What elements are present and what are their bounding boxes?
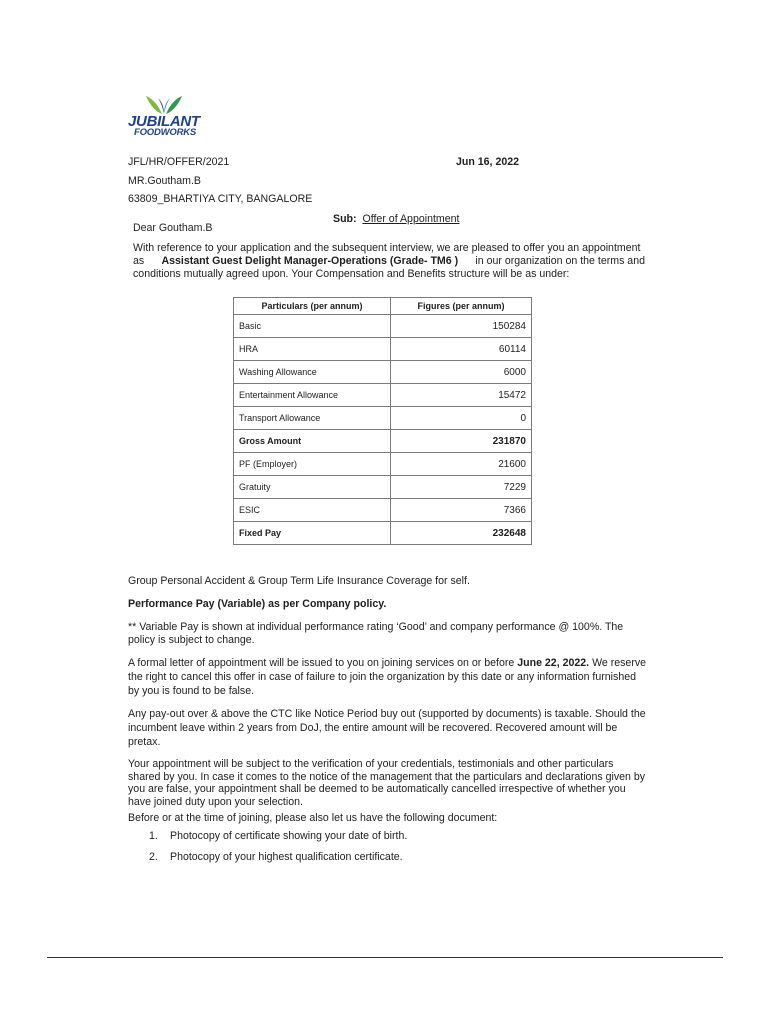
footer-divider [47,957,723,958]
subject-text: Offer of Appointment [362,213,460,225]
table-row [234,384,532,407]
row-label: Fixed Pay [234,522,391,545]
compensation-table [233,297,532,545]
insurance-text: Group Personal Accident & Group Term Life Insurance Coverage for self. [128,575,470,587]
role-title: Assistant Guest Delight Manager-Operations (Grade- TM6 ) [161,255,459,267]
company-logo [128,94,218,140]
row-value: 7229 [391,476,532,499]
intro-line-2-rest: in our organization on the terms and [475,255,645,267]
joining-deadline: June 22, 2022. [517,657,590,669]
formal-letter-line-2: the right to cancel this offer in case of failure to join the organization by this date or any information furnished [128,671,637,683]
recipient-name: MR.Goutham.B [128,175,202,187]
row-value: 232648 [391,522,532,545]
table-row [234,407,532,430]
row-label: Gross Amount [234,430,391,453]
row-value: 6000 [391,361,532,384]
intro-line-2 [133,255,645,268]
formal-letter-reserve: We reserve [592,657,647,669]
row-label: Washing Allowance [234,361,391,384]
row-label: ESIC [234,499,391,522]
row-value: 60114 [391,338,532,361]
table-row [234,338,532,361]
row-value: 7366 [391,499,532,522]
table-header-row [234,298,532,315]
row-label: Gratuity [234,476,391,499]
verification-line-2: shared by you. In case it comes to the notice of the management that the particulars and declarations given by [128,771,646,783]
variable-pay-line-2: policy is subject to change. [128,634,255,646]
table-row [234,476,532,499]
row-value: 0 [391,407,532,430]
payout-line-3: pretax. [128,736,161,748]
list-item: Photocopy of your highest qualification certificate. [170,851,403,863]
formal-letter-line-3: by you is found to be false. [128,685,255,697]
verification-line-3: you are false, your appointment shall be deemed to be automatically cancelled irrespective of whether you [128,783,626,795]
performance-pay-heading: Performance Pay (Variable) as per Company policy. [128,598,387,610]
verification-line-4: have joined duty upon your selection. [128,796,303,808]
row-label: HRA [234,338,391,361]
subject-label: Sub: [333,213,357,225]
logo-text-foodworks: FOODWORKS [134,127,197,138]
letter-date: Jun 16, 2022 [456,156,520,168]
table-row-fixed-pay [234,522,532,545]
table-row [234,361,532,384]
row-value: 21600 [391,453,532,476]
intro-as: as [133,255,145,267]
reference-number: JFL/HR/OFFER/2021 [128,156,230,168]
row-label: Basic [234,315,391,338]
logo-text-jubilant: JUBILANT [128,113,200,130]
row-value: 15472 [391,384,532,407]
row-label: Entertainment Allowance [234,384,391,407]
verification-line-1: Your appointment will be subject to the verification of your credentials, testimonials and other particulars [128,758,614,770]
intro-line-1: With reference to your application and the subsequent interview, we are pleased to offer you an appointment [133,242,641,254]
row-label: PF (Employer) [234,453,391,476]
column-header-particulars: Particulars (per annum) [234,298,391,315]
row-label: Transport Allowance [234,407,391,430]
row-value: 231870 [391,430,532,453]
list-item: Photocopy of certificate showing your date of birth. [170,830,408,842]
formal-letter-line-1 [128,657,646,670]
payout-line-1: Any pay-out over & above the CTC like Notice Period buy out (supported by documents) is taxable. Should the [128,708,646,720]
list-item-number: 1. [149,830,158,842]
table-row-gross-amount [234,430,532,453]
payout-line-2: incumbent leave within 2 years from DoJ, the entire amount will be recovered. Recovered amount will be [128,722,618,734]
documents-intro: Before or at the time of joining, please also let us have the following document: [128,812,498,824]
subject-line [333,213,459,226]
intro-line-3: conditions mutually agreed upon. Your Compensation and Benefits structure will be as under: [133,268,570,280]
recipient-address: 63809_BHARTIYA CITY, BANGALORE [128,193,313,205]
variable-pay-line-1: ** Variable Pay is shown at individual performance rating ‘Good’ and company performance @ 100%. The [128,621,624,633]
list-item-number: 2. [149,851,158,863]
table-row [234,499,532,522]
table-row [234,315,532,338]
column-header-figures: Figures (per annum) [391,298,532,315]
row-value: 150284 [391,315,532,338]
formal-letter-text: A formal letter of appointment will be issued to you on joining services on or before [128,657,515,669]
salutation: Dear Goutham.B [133,222,213,234]
table-row [234,453,532,476]
